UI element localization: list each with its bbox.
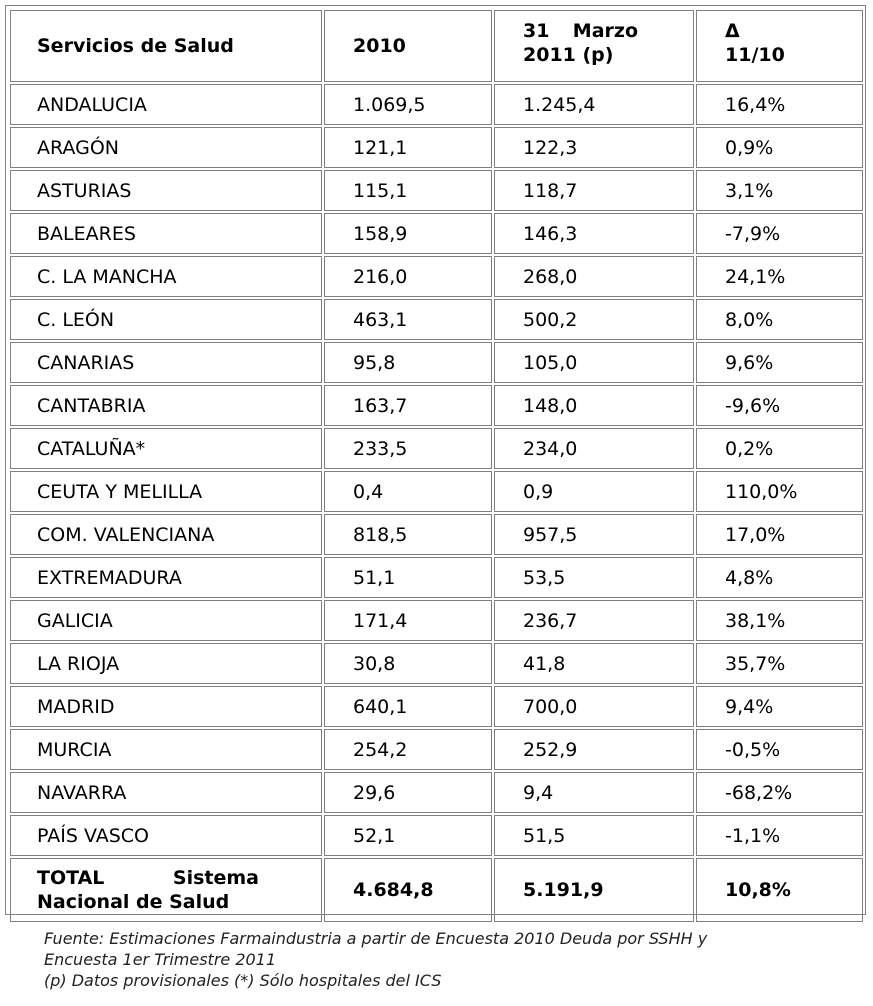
cell-2010: 254,2	[324, 729, 492, 770]
cell-2011: 9,4	[494, 772, 694, 813]
cell-2010: 818,5	[324, 514, 492, 555]
cell-total-label	[10, 858, 322, 922]
cell-2010: 163,7	[324, 385, 492, 426]
cell-2011: 236,7	[494, 600, 694, 641]
cell-region: GALICIA	[10, 600, 322, 641]
table-row	[10, 772, 863, 813]
cell-delta: -7,9%	[696, 213, 863, 254]
cell-region: CANTABRIA	[10, 385, 322, 426]
header-delta-period: 11/10	[725, 44, 785, 66]
cell-region: MADRID	[10, 686, 322, 727]
table-row	[10, 213, 863, 254]
total-label-sistema: Sistema	[172, 867, 259, 889]
cell-2011: 105,0	[494, 342, 694, 383]
cell-delta: 0,2%	[696, 428, 863, 469]
footnote-line: (p) Datos provisionales (*) Sólo hospitales del ICS	[44, 971, 442, 990]
table-row	[10, 299, 863, 340]
cell-region: ASTURIAS	[10, 170, 322, 211]
cell-2011: 700,0	[494, 686, 694, 727]
header-2010: 2010	[324, 10, 492, 82]
cell-region: C. LA MANCHA	[10, 256, 322, 297]
table-row	[10, 643, 863, 684]
cell-2011: 146,3	[494, 213, 694, 254]
cell-delta: 38,1%	[696, 600, 863, 641]
header-2011-day: 31	[523, 20, 550, 42]
cell-2010: 52,1	[324, 815, 492, 856]
total-label	[37, 866, 259, 914]
table-row	[10, 127, 863, 168]
cell-total-2010: 4.684,8	[324, 858, 492, 922]
cell-2011: 234,0	[494, 428, 694, 469]
cell-2011: 118,7	[494, 170, 694, 211]
cell-2011: 122,3	[494, 127, 694, 168]
table-row	[10, 471, 863, 512]
cell-2011: 53,5	[494, 557, 694, 598]
table-row	[10, 514, 863, 555]
debt-table-container	[5, 5, 866, 915]
total-label-line1	[37, 866, 259, 890]
cell-2011: 0,9	[494, 471, 694, 512]
cell-delta: 110,0%	[696, 471, 863, 512]
cell-2011: 51,5	[494, 815, 694, 856]
cell-2010: 29,6	[324, 772, 492, 813]
table-notes	[44, 928, 844, 991]
cell-delta: 35,7%	[696, 643, 863, 684]
header-region: Servicios de Salud	[10, 10, 322, 82]
debt-table	[8, 8, 865, 924]
cell-region: CATALUÑA*	[10, 428, 322, 469]
cell-delta: 17,0%	[696, 514, 863, 555]
total-label-line2: Nacional de Salud	[37, 891, 230, 913]
table-row	[10, 84, 863, 125]
table-row	[10, 815, 863, 856]
table-total-row	[10, 858, 863, 922]
header-2011-line2: 2011 (p)	[523, 44, 614, 66]
cell-region: ANDALUCIA	[10, 84, 322, 125]
cell-region: ARAGÓN	[10, 127, 322, 168]
cell-delta: -0,5%	[696, 729, 863, 770]
cell-2011: 252,9	[494, 729, 694, 770]
source-note-line2: Encuesta 1er Trimestre 2011	[44, 950, 277, 969]
header-delta-symbol: Δ	[725, 20, 740, 42]
cell-2010: 216,0	[324, 256, 492, 297]
cell-2010: 171,4	[324, 600, 492, 641]
cell-2010: 640,1	[324, 686, 492, 727]
cell-delta: -68,2%	[696, 772, 863, 813]
table-row	[10, 686, 863, 727]
header-2011-month: Marzo	[572, 20, 638, 42]
table-row	[10, 170, 863, 211]
cell-delta: 24,1%	[696, 256, 863, 297]
cell-region: COM. VALENCIANA	[10, 514, 322, 555]
header-2011	[494, 10, 694, 82]
cell-total-delta: 10,8%	[696, 858, 863, 922]
cell-2010: 233,5	[324, 428, 492, 469]
cell-region: NAVARRA	[10, 772, 322, 813]
cell-delta: 9,4%	[696, 686, 863, 727]
table-row	[10, 729, 863, 770]
cell-region: EXTREMADURA	[10, 557, 322, 598]
cell-total-2011: 5.191,9	[494, 858, 694, 922]
table-row	[10, 256, 863, 297]
cell-delta: 0,9%	[696, 127, 863, 168]
cell-2011: 1.245,4	[494, 84, 694, 125]
cell-delta: 8,0%	[696, 299, 863, 340]
cell-delta: -1,1%	[696, 815, 863, 856]
cell-region: PAÍS VASCO	[10, 815, 322, 856]
cell-2011: 41,8	[494, 643, 694, 684]
table-row	[10, 557, 863, 598]
cell-delta: 4,8%	[696, 557, 863, 598]
table-row	[10, 600, 863, 641]
cell-2011: 268,0	[494, 256, 694, 297]
table-header-row	[10, 10, 863, 82]
cell-region: C. LEÓN	[10, 299, 322, 340]
cell-region: CANARIAS	[10, 342, 322, 383]
cell-region: BALEARES	[10, 213, 322, 254]
cell-delta: 16,4%	[696, 84, 863, 125]
cell-2010: 115,1	[324, 170, 492, 211]
cell-2010: 51,1	[324, 557, 492, 598]
cell-region: LA RIOJA	[10, 643, 322, 684]
cell-region: MURCIA	[10, 729, 322, 770]
cell-delta: 9,6%	[696, 342, 863, 383]
cell-region: CEUTA Y MELILLA	[10, 471, 322, 512]
table-row	[10, 342, 863, 383]
total-label-word: TOTAL	[37, 867, 105, 889]
cell-2010: 0,4	[324, 471, 492, 512]
table-row	[10, 428, 863, 469]
cell-delta: -9,6%	[696, 385, 863, 426]
header-delta	[696, 10, 863, 82]
cell-2010: 95,8	[324, 342, 492, 383]
cell-2010: 1.069,5	[324, 84, 492, 125]
header-2011-line1	[523, 19, 638, 43]
cell-2011: 148,0	[494, 385, 694, 426]
cell-2010: 158,9	[324, 213, 492, 254]
cell-delta: 3,1%	[696, 170, 863, 211]
table-row	[10, 385, 863, 426]
cell-2011: 957,5	[494, 514, 694, 555]
cell-2010: 30,8	[324, 643, 492, 684]
cell-2010: 121,1	[324, 127, 492, 168]
cell-2011: 500,2	[494, 299, 694, 340]
source-note-line1: Fuente: Estimaciones Farmaindustria a partir de Encuesta 2010 Deuda por SSHH y	[44, 929, 708, 948]
cell-2010: 463,1	[324, 299, 492, 340]
